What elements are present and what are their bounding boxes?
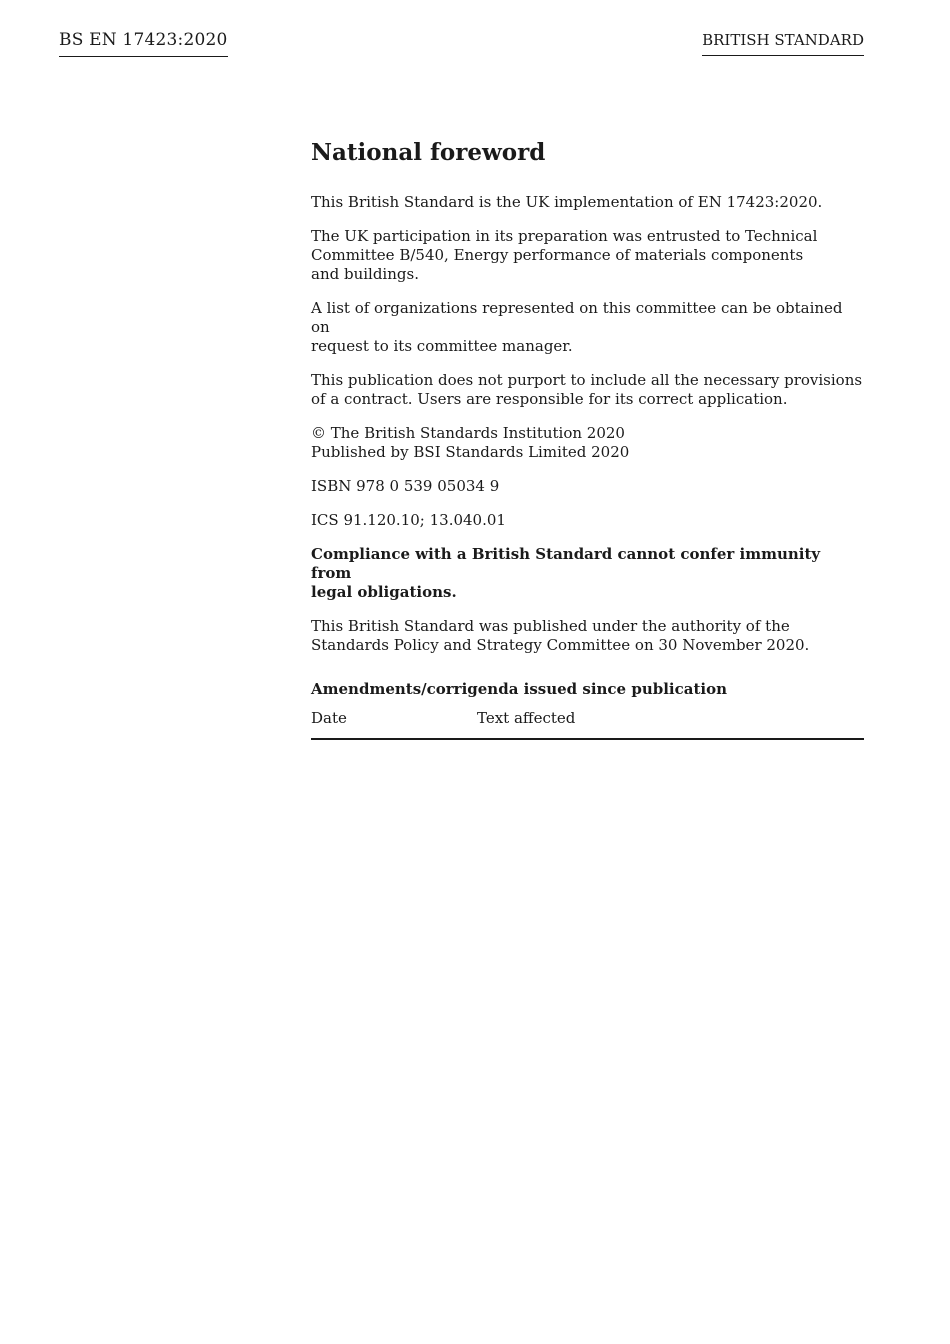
provisions-line-2: of a contract. Users are responsible for its correct application. — [311, 390, 788, 408]
authority-line-1: This British Standard was published under the authority of the — [311, 617, 790, 635]
ics-paragraph: ICS 91.120.10; 13.040.01 — [311, 511, 506, 529]
authority-line-2: Standards Policy and Strategy Committee on 30 November 2020. — [311, 636, 810, 654]
isbn-paragraph: ISBN 978 0 539 05034 9 — [311, 477, 500, 495]
compliance-paragraph — [311, 545, 864, 602]
participation-line-2: Committee B/540, Energy performance of materials components — [311, 246, 804, 264]
amendments-text-header: Text affected — [477, 709, 864, 739]
participation-paragraph — [311, 227, 864, 284]
amendments-table — [311, 709, 864, 740]
provisions-paragraph — [311, 371, 864, 409]
amendments-header-row — [311, 709, 864, 739]
publisher-line: Published by BSI Standards Limited 2020 — [311, 443, 630, 461]
page-title: National foreword — [311, 139, 546, 166]
foreword-section — [311, 138, 864, 740]
amendments-date-header: Date — [311, 709, 477, 739]
copyright-line: © The British Standards Institution 2020 — [311, 424, 625, 442]
compliance-line-1: Compliance with a British Standard cannot confer immunity from — [311, 545, 821, 582]
authority-paragraph — [311, 617, 864, 655]
committee-list-paragraph — [311, 299, 864, 356]
amendments-title: Amendments/corrigenda issued since publication — [311, 680, 727, 698]
committee-list-line-2: request to its committee manager. — [311, 337, 573, 355]
committee-list-line-1: A list of organizations represented on this committee can be obtained on — [311, 299, 843, 336]
participation-line-1: The UK participation in its preparation was entrusted to Technical — [311, 227, 818, 245]
compliance-line-2: legal obligations. — [311, 583, 457, 601]
series-label: BRITISH STANDARD — [702, 31, 864, 56]
implementation-paragraph: This British Standard is the UK implementation of EN 17423:2020. — [311, 193, 823, 211]
document-number: BS EN 17423:2020 — [59, 30, 228, 57]
provisions-line-1: This publication does not purport to include all the necessary provisions — [311, 371, 863, 389]
participation-line-3: and buildings. — [311, 265, 419, 283]
copyright-paragraph — [311, 424, 864, 462]
